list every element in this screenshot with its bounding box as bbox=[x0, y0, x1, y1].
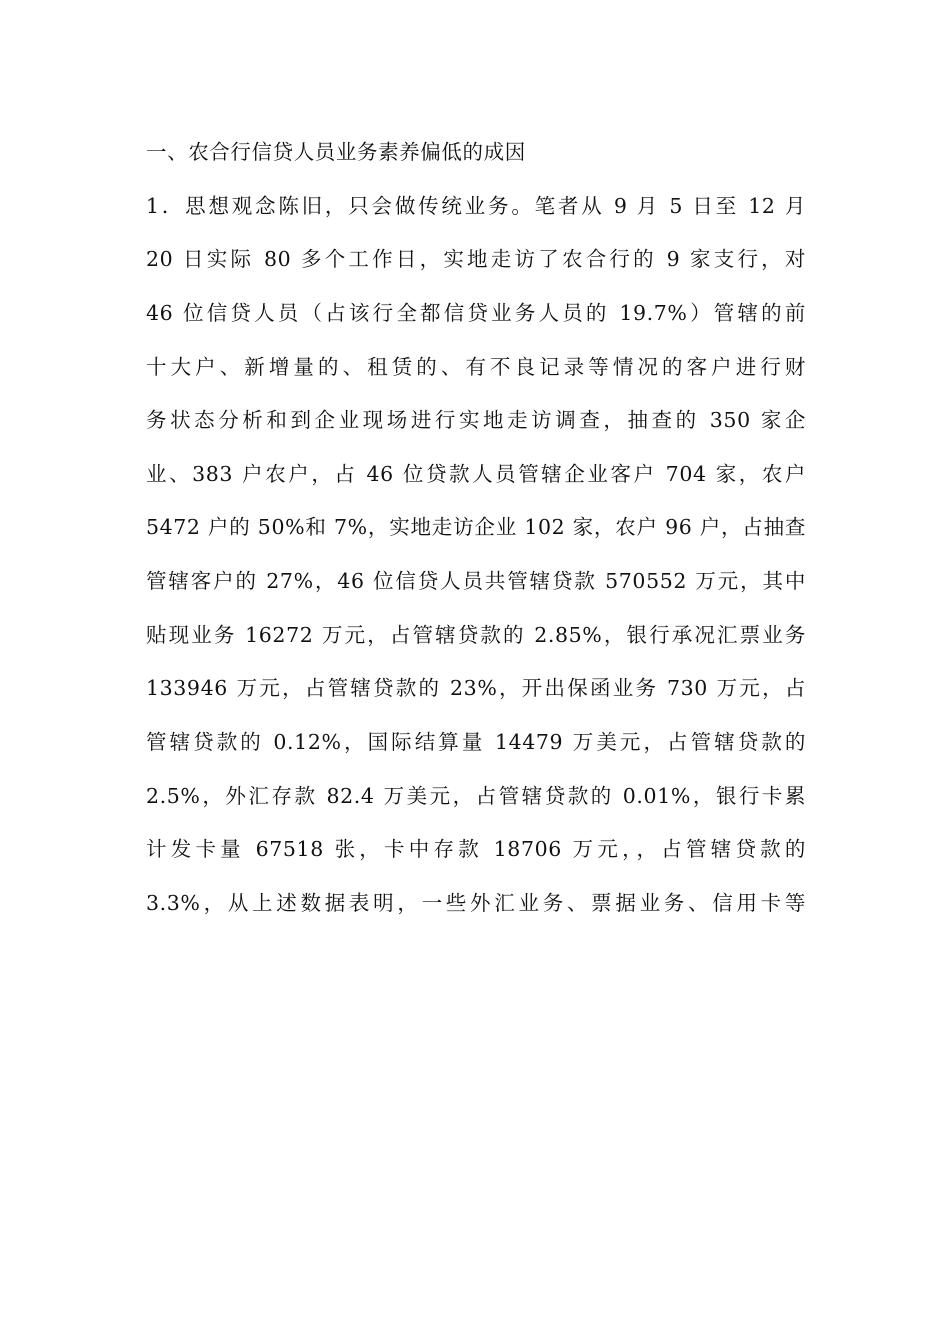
paragraph-line: 1．思想观念陈旧，只会做传统业务。笔者从 9 月 5 日至 12 月 bbox=[146, 193, 806, 218]
paragraph-line: 计发卡量 67518 张，卡中存款 18706 万元，，占管辖贷款的 bbox=[146, 837, 806, 862]
paragraph-line: 5472 户的 50%和 7%，实地走访企业 102 家，农户 96 户，占抽查 bbox=[146, 515, 806, 540]
paragraph-line: 管辖贷款的 0.12%，国际结算量 14479 万美元，占管辖贷款的 bbox=[146, 730, 806, 755]
paragraph-line: 业、383 户农户，占 46 位贷款人员管辖企业客户 704 家，农户 bbox=[146, 461, 806, 486]
paragraph-line: 管辖客户的 27%，46 位信贷人员共管辖贷款 570552 万元，其中 bbox=[146, 569, 806, 594]
paragraph-line: 2.5%，外汇存款 82.4 万美元，占管辖贷款的 0.01%，银行卡累 bbox=[146, 783, 806, 808]
paragraph-line: 133946 万元，占管辖贷款的 23%，开出保函业务 730 万元，占 bbox=[146, 676, 806, 701]
paragraph-line: 十大户、新增量的、租赁的、有不良记录等情况的客户进行财 bbox=[146, 354, 806, 379]
paragraph-line: 务状态分析和到企业现场进行实地走访调查，抽查的 350 家企 bbox=[146, 408, 806, 433]
paragraph-line: 20 日实际 80 多个工作日，实地走访了农合行的 9 家支行，对 bbox=[146, 247, 806, 272]
document-body bbox=[146, 131, 806, 936]
paragraph-line: 3.3%，从上述数据表明，一些外汇业务、票据业务、信用卡等 bbox=[146, 890, 806, 915]
paragraph-line: 46 位信贷人员（占该行全都信贷业务人员的 19.7%）管辖的前 bbox=[146, 300, 806, 325]
paragraph-line: 贴现业务 16272 万元，占管辖贷款的 2.85%，银行承况汇票业务 bbox=[146, 622, 806, 647]
section-heading: 一、农合行信贷人员业务素养偏低的成因 bbox=[146, 140, 526, 164]
